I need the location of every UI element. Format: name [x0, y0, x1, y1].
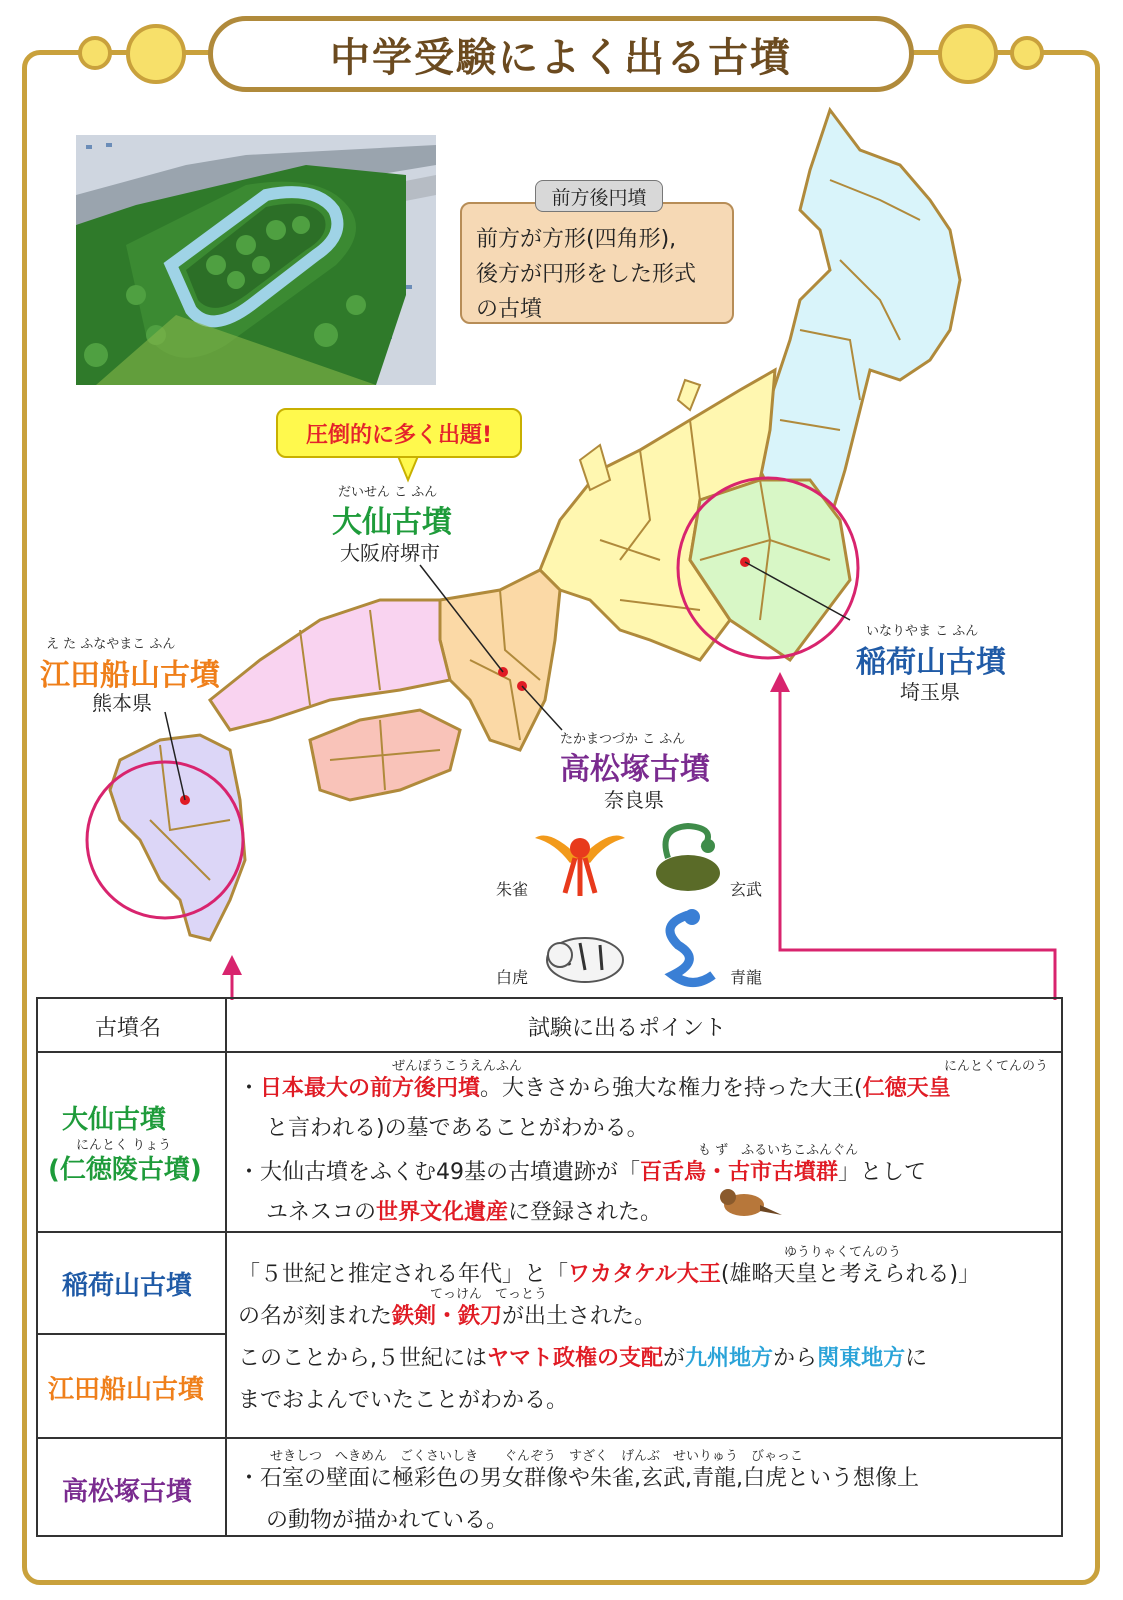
- table-divider-vertical: [225, 999, 227, 1537]
- daisen-text-e: ・大仙古墳をふくむ49基の古墳遺跡が「: [238, 1160, 640, 1185]
- inari-text-d: の名が刻まれた: [238, 1304, 393, 1329]
- inari-point-ruby1: ゆうりゃくてんのう: [784, 1245, 902, 1260]
- daisen-ruby: だいせん こ ふん: [338, 485, 438, 500]
- takamatsu-ruby: たかまつづか こ ふん: [560, 732, 686, 747]
- row-daisen-alias: (仁徳陵古墳): [48, 1155, 202, 1185]
- inari-point-line4: までおよんでいたことがわかる。: [238, 1388, 569, 1413]
- inari-title: 稲荷山古墳: [856, 645, 1006, 680]
- bullet: ・: [238, 1076, 261, 1101]
- daisen-text-b: 。大きさから強大な権力を持った大王(: [480, 1076, 863, 1101]
- inari-text-m: に: [905, 1346, 928, 1371]
- row-daisen-ruby: にんとく りょう: [76, 1138, 172, 1153]
- takamatsu-location: 奈良県: [604, 788, 664, 812]
- daisen-location: 大阪府堺市: [340, 541, 440, 565]
- daisen-highlight-emperor: 仁徳天皇: [862, 1076, 951, 1101]
- daisen-point-line4: [266, 1195, 662, 1226]
- table-divider-row3: [38, 1437, 1063, 1439]
- inari-text-a: 「５世紀と推定される年代」と「: [238, 1262, 569, 1287]
- inari-highlight-sword: 鉄剣・鉄刀: [392, 1304, 503, 1329]
- inari-location: 埼玉県: [900, 680, 960, 704]
- definition-tag: 前方後円墳: [535, 180, 663, 212]
- table-divider-row2: [38, 1333, 227, 1335]
- takamatsu-point-line2: の動物が描かれている。: [266, 1508, 509, 1533]
- daisen-highlight-heritage: 世界文化遺産: [376, 1200, 509, 1225]
- row-eta-name: 江田船山古墳: [48, 1375, 205, 1405]
- inari-point-line3: [238, 1341, 927, 1372]
- points-table: [36, 997, 1063, 1537]
- takamatsu-point-line1: ・石室の壁面に極彩色の男女群像や朱雀,玄武,青龍,白虎という想像上: [238, 1466, 919, 1491]
- genbu-icon: [648, 818, 728, 896]
- daisen-text-j: に登録された。: [508, 1200, 663, 1225]
- daisen-highlight-largest: 日本最大の前方後円墳: [260, 1076, 481, 1101]
- byakko-icon: [540, 915, 630, 990]
- definition-line-1: 前方が方形(四角形),: [476, 227, 677, 252]
- daisen-point-ruby3: も ず ふるいちこふんぐん: [698, 1143, 859, 1158]
- seiryu-icon: [648, 905, 723, 990]
- bird-icon: [714, 1183, 784, 1223]
- daisen-point-line3: [238, 1155, 926, 1186]
- page-title: 中学受験によく出る古墳: [208, 16, 914, 92]
- daisen-point-ruby2: にんとくてんのう: [944, 1059, 1049, 1074]
- table-header-name: 古墳名: [95, 1016, 162, 1041]
- inari-ruby: いなりやま こ ふん: [866, 624, 979, 639]
- daisen-point-line2: と言われる)の墓であることがわかる。: [266, 1116, 649, 1141]
- inari-highlight-kyushu: 九州地方: [685, 1346, 774, 1371]
- inari-text-i: が: [663, 1346, 686, 1371]
- takamatsu-title: 高松塚古墳: [560, 752, 710, 787]
- eda-location: 熊本県: [92, 691, 152, 715]
- callout-bubble: 圧倒的に多く出題!: [276, 408, 522, 458]
- inari-point-line2: [238, 1299, 656, 1330]
- suzaku-icon: [530, 818, 630, 898]
- daisen-text-g: 」として: [838, 1160, 927, 1185]
- row-inari-name: 稲荷山古墳: [62, 1271, 193, 1301]
- byakko-label: 白虎: [496, 968, 529, 987]
- definition-line-2: 後方が円形をした形式: [476, 262, 697, 287]
- table-header-points: 試験に出るポイント: [528, 1016, 727, 1041]
- daisen-text-h: ユネスコの: [266, 1200, 377, 1225]
- daisen-point-ruby1: ぜんぽうこうえんふん: [392, 1059, 523, 1074]
- genbu-label: 玄武: [730, 880, 763, 899]
- inari-text-c: (雄略天皇と考えられる)」: [720, 1262, 981, 1287]
- eda-title: 江田船山古墳: [40, 658, 220, 693]
- definition-line-3: の古墳: [476, 297, 543, 322]
- eda-ruby: え た ふなやまこ ふん: [46, 637, 176, 652]
- inari-highlight-wakatakeru: ワカタケル大王: [568, 1262, 721, 1287]
- daisen-title: 大仙古墳: [332, 505, 452, 540]
- inari-text-f: が出土された。: [502, 1304, 657, 1329]
- daisen-point-line1: [238, 1071, 951, 1102]
- row-daisen-name: 大仙古墳: [62, 1105, 167, 1135]
- inari-highlight-kanto: 関東地方: [817, 1346, 906, 1371]
- table-divider-row1: [38, 1231, 1063, 1233]
- inari-point-ruby2: てっけん てっとう: [430, 1287, 548, 1302]
- suzaku-label: 朱雀: [496, 880, 529, 899]
- inari-text-k: から: [773, 1346, 818, 1371]
- row-takamatsu-name: 高松塚古墳: [62, 1477, 193, 1507]
- table-divider-head: [38, 1051, 1063, 1053]
- inari-point-line1: [238, 1257, 980, 1288]
- inari-highlight-yamato: ヤマト政権の支配: [487, 1346, 664, 1371]
- daisen-highlight-mozu: 百舌鳥・古市古墳群: [640, 1160, 839, 1185]
- seiryu-label: 青龍: [730, 968, 763, 987]
- takamatsu-point-ruby: せきしつ へきめん ごくさいしき ぐんぞう すざく げんぶ せいりゅう びゃっこ: [270, 1449, 804, 1464]
- inari-text-g: このことから,５世紀には: [238, 1346, 487, 1371]
